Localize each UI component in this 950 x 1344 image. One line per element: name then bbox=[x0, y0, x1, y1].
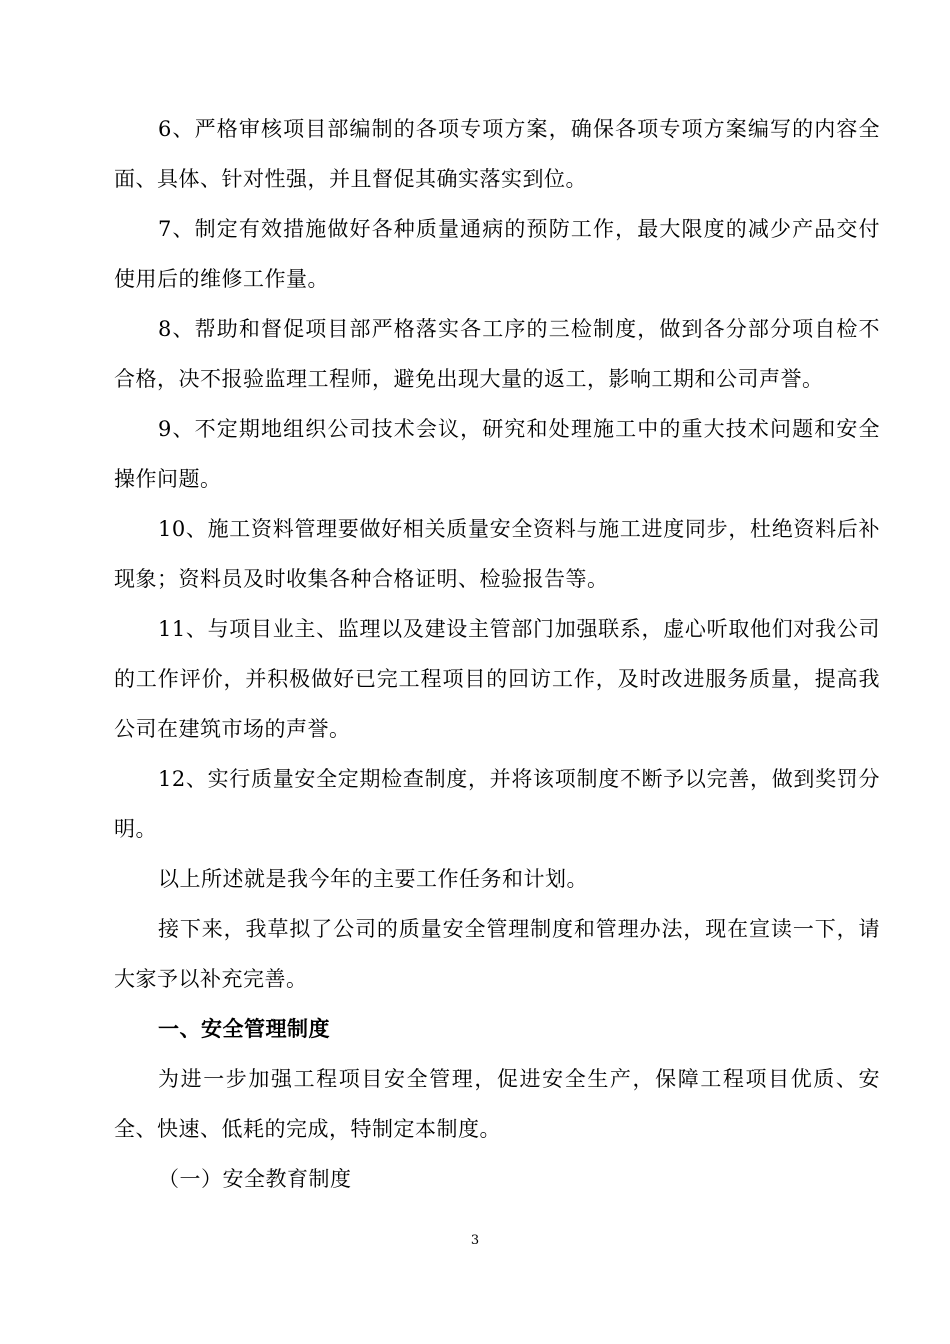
document-body bbox=[114, 104, 880, 1204]
paragraph-item-8: 8、帮助和督促项目部严格落实各工序的三检制度，做到各分部分项自检不合格，决不报验监理工程师，避免出现大量的返工，影响工期和公司声誉。 bbox=[114, 317, 880, 391]
paragraph-transition: 接下来，我草拟了公司的质量安全管理制度和管理办法，现在宣读一下，请大家予以补充完善。 bbox=[114, 917, 880, 991]
paragraph-item-9: 9、不定期地组织公司技术会议，研究和处理施工中的重大技术问题和安全操作问题。 bbox=[114, 417, 880, 491]
paragraph-item-12: 12、实行质量安全定期检查制度，并将该项制度不断予以完善，做到奖罚分明。 bbox=[114, 767, 880, 841]
paragraph-item-6: 6、严格审核项目部编制的各项专项方案，确保各项专项方案编写的内容全面、具体、针对性强，并且督促其确实落实到位。 bbox=[114, 117, 880, 191]
paragraph-item-11: 11、与项目业主、监理以及建设主管部门加强联系，虚心听取他们对我公司的工作评价，并积极做好已完工程项目的回访工作，及时改进服务质量，提高我公司在建筑市场的声誉。 bbox=[114, 617, 880, 741]
paragraph-item-7: 7、制定有效措施做好各种质量通病的预防工作，最大限度的减少产品交付使用后的维修工作量。 bbox=[114, 217, 880, 291]
subsection-heading: （一）安全教育制度 bbox=[158, 1167, 352, 1191]
section-intro: 为进一步加强工程项目安全管理，促进安全生产，保障工程项目优质、安全、快速、低耗的完成，特制定本制度。 bbox=[114, 1067, 880, 1141]
paragraph-item-10: 10、施工资料管理要做好相关质量安全资料与施工进度同步，杜绝资料后补现象；资料员及时收集各种合格证明、检验报告等。 bbox=[114, 517, 880, 591]
paragraph-summary: 以上所述就是我今年的主要工作任务和计划。 bbox=[158, 867, 588, 891]
page-number: 3 bbox=[470, 1233, 480, 1248]
section-heading: 一、安全管理制度 bbox=[158, 1016, 330, 1041]
